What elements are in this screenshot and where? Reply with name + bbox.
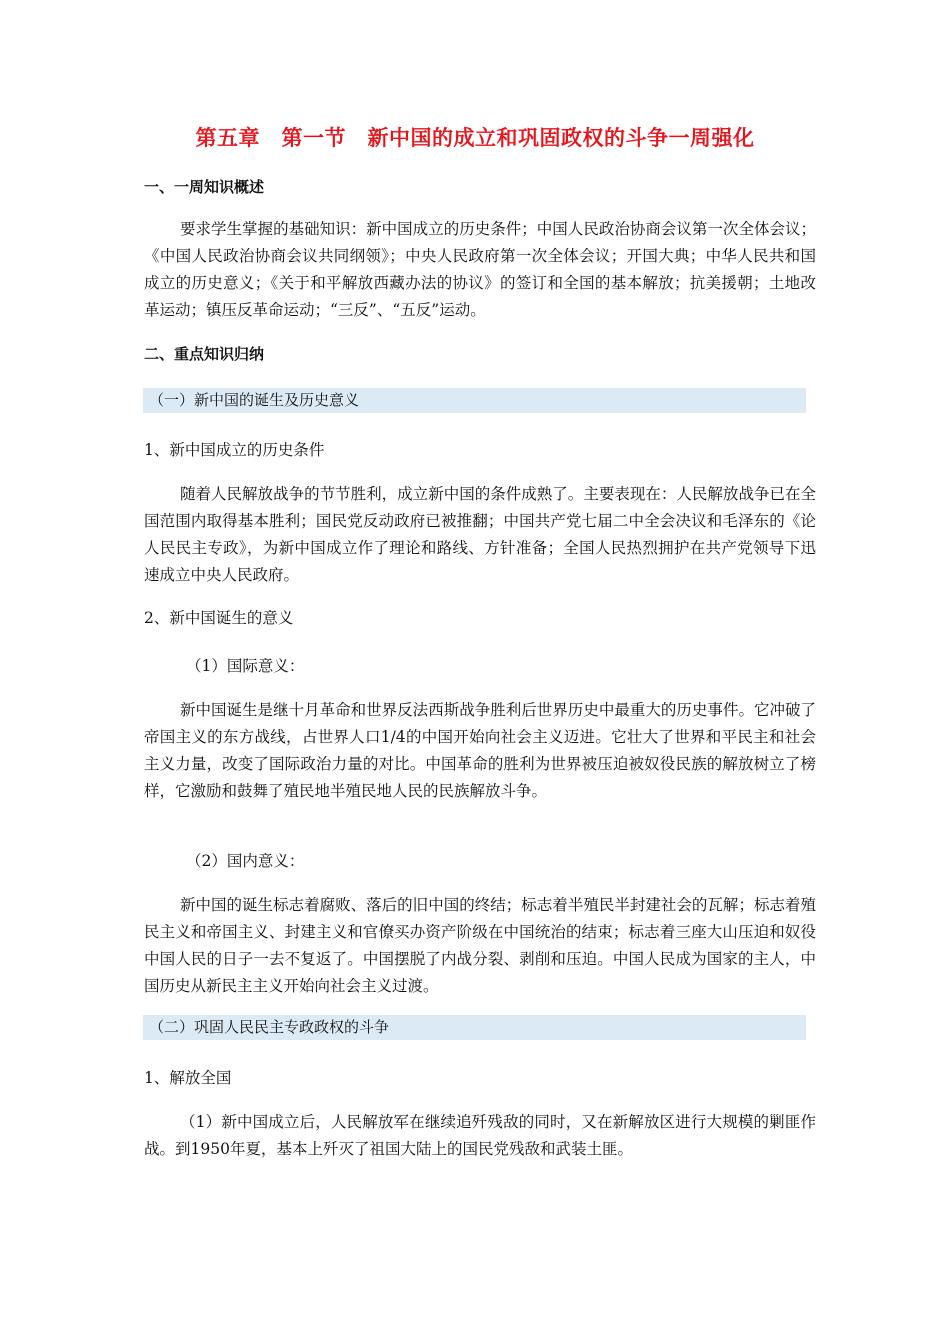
international-significance-label: （1）国际意义：	[186, 657, 305, 675]
conditions-paragraph: 随着人民解放战争的节节胜利，成立新中国的条件成熟了。主要表现在：人民解放战争已在全国范围内取得基本胜利；国民党反动政府已被推翻；中国共产党七届二中全会决议和毛泽东的《论人民民主专政》，为新中国成立作了理论和路线、方针准备；全国人民热烈拥护在共产党领导下迅速成立中央人民政府。	[144, 485, 816, 584]
item-title-conditions: 1、新中国成立的历史条件	[144, 441, 325, 459]
international-significance-paragraph: 新中国诞生是继十月革命和世界反法西斯战争胜利后世界历史中最重大的历史事件。它冲破了帝国主义的东方战线，占世界人口1/4的中国开始向社会主义迈进。它壮大了世界和平民主和社会主义力量，改变了国际政治力量的对比。中国革命的胜利为世界被压迫被奴役民族的解放树立了榜样，它激励和鼓舞了殖民地半殖民地人民的民族解放斗争。	[144, 701, 816, 800]
subsection-band-consolidation: （二）巩固人民民主专政政权的斗争	[143, 1015, 806, 1040]
item-title-liberation: 1、解放全国	[144, 1069, 232, 1087]
liberation-paragraph: （1）新中国成立后，人民解放军在继续追歼残敌的同时，又在新解放区进行大规模的剿匪作战。到1950年夏，基本上歼灭了祖国大陆上的国民党残敌和武装土匪。	[144, 1113, 816, 1158]
domestic-significance-label: （2）国内意义：	[186, 852, 305, 870]
subsection-band-founding: （一）新中国的诞生及历史意义	[143, 388, 806, 413]
page-title: 第五章 第一节 新中国的成立和巩固政权的斗争一周强化	[195, 126, 755, 150]
overview-paragraph: 要求学生掌握的基础知识：新中国成立的历史条件；中国人民政治协商会议第一次全体会议；《中国人民政治协商会议共同纲领》；中央人民政府第一次全体会议；开国大典；中华人民共和国成立的历史意义；《关于和平解放西藏办法的协议》的签订和全国的基本解放；抗美援朝；土地改革运动；镇压反革命运动；“三反”、“五反”运动。	[144, 220, 816, 319]
section-heading-overview: 一、一周知识概述	[144, 178, 265, 196]
domestic-significance-paragraph: 新中国的诞生标志着腐败、落后的旧中国的终结；标志着半殖民半封建社会的瓦解；标志着殖民主义和帝国主义、封建主义和官僚买办资产阶级在中国统治的结束；标志着三座大山压迫和奴役中国人民的日子一去不复返了。中国摆脱了内战分裂、剥削和压迫。中国人民成为国家的主人，中国历史从新民主主义开始向社会主义过渡。	[144, 896, 816, 995]
item-title-significance: 2、新中国诞生的意义	[144, 609, 294, 627]
section-heading-key-points: 二、重点知识归纳	[144, 345, 265, 363]
